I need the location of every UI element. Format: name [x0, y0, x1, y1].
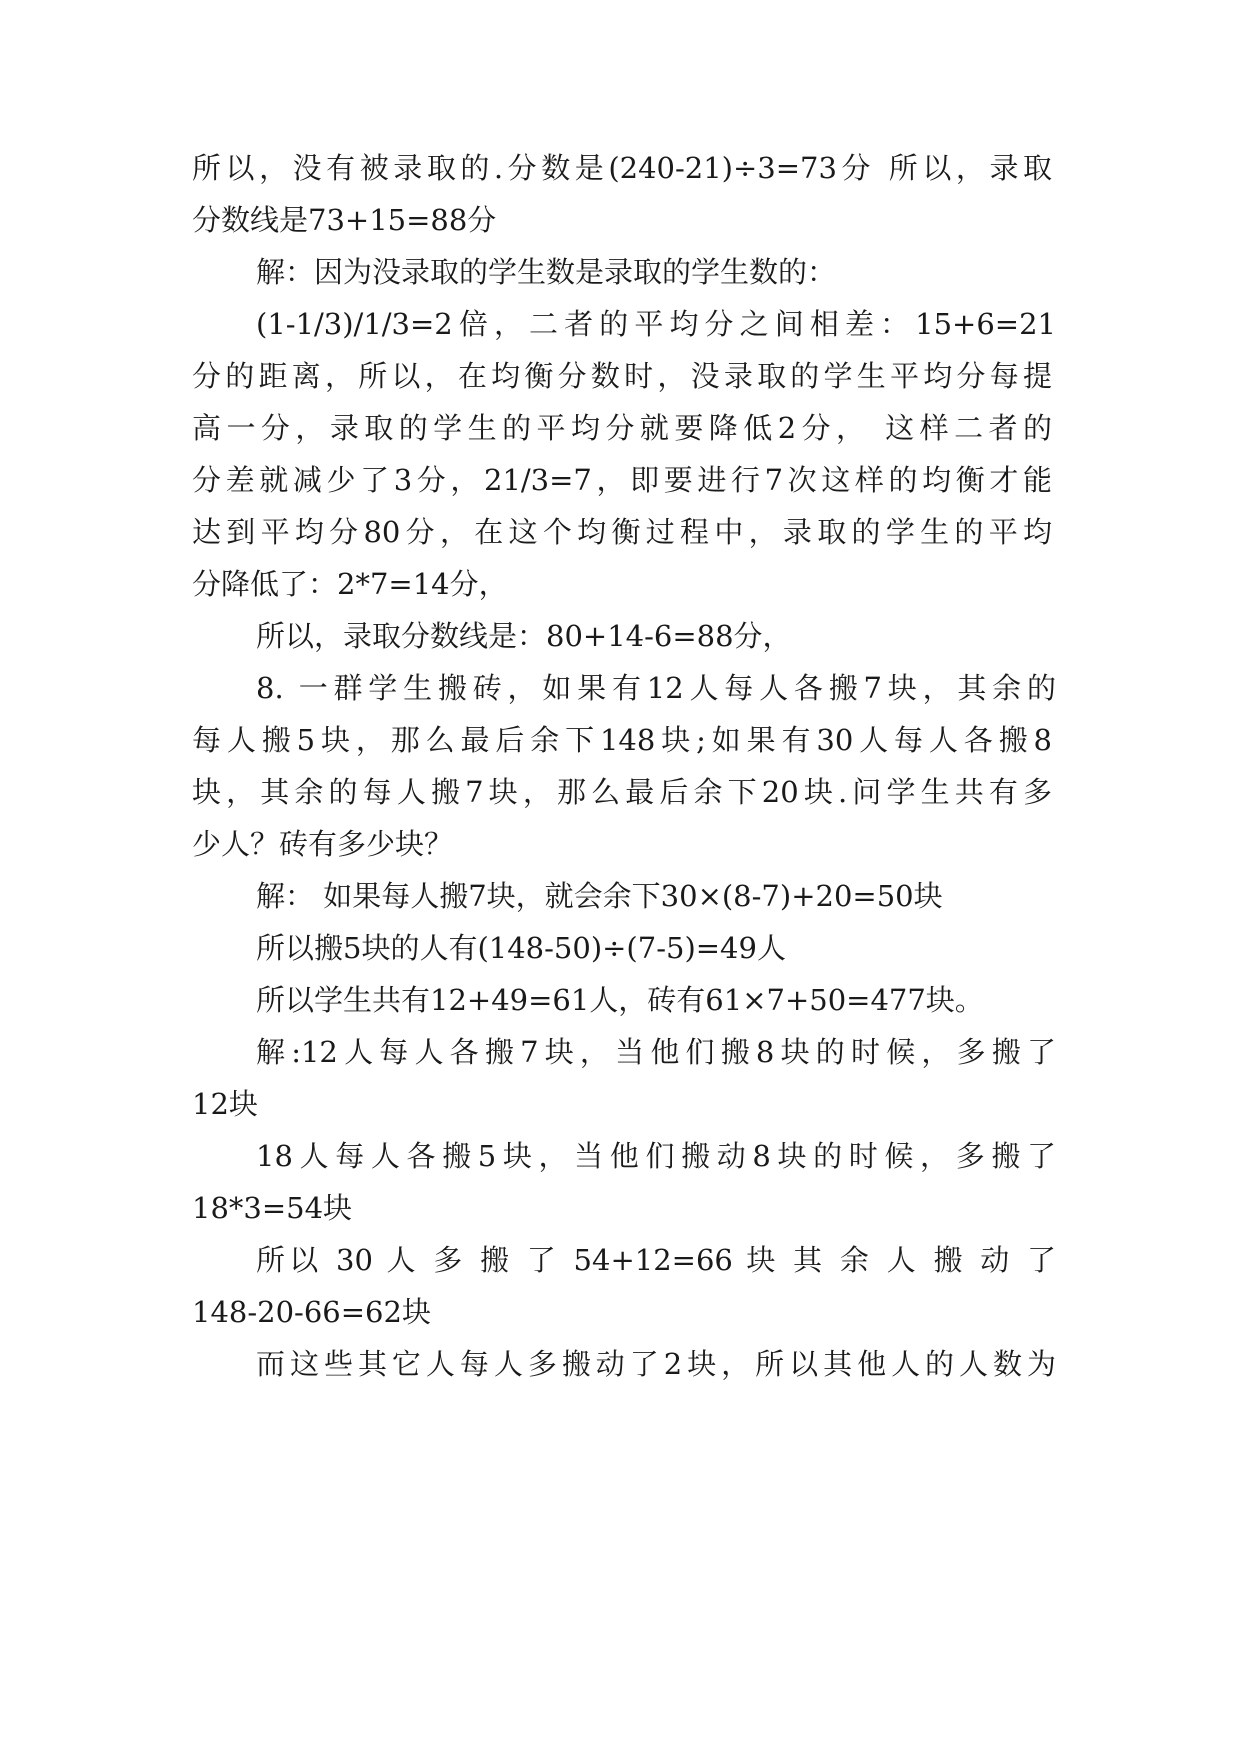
text-line: 解： 如果每人搬7块，就会余下30×(8-7)+20=50块 [256, 879, 943, 913]
text-line: 而这些其它人每人多搬动了2块，所以其他人的人数为 [256, 1347, 1056, 1381]
text-line: 解：因为没录取的学生数是录取的学生数的： [256, 255, 837, 289]
text-line: 达到平均分80分，在这个均衡过程中，录取的学生的平均 [192, 515, 1052, 549]
text-line: 分数线是73+15=88分 [192, 203, 497, 237]
text-line: 每人搬5块，那么最后余下148块;如果有30人每人各搬8 [192, 723, 1052, 757]
text-line: 所以，录取分数线是：80+14-6=88分， [256, 619, 792, 653]
text-line: 块，其余的每人搬7块，那么最后余下20块.问学生共有多 [192, 775, 1052, 809]
text-line: 解:12人每人各搬7块，当他们搬8块的时候，多搬了 [256, 1035, 1056, 1069]
text-line: 18*3=54块 [192, 1191, 353, 1225]
text-line: 18人每人各搬5块，当他们搬动8块的时候，多搬了 [256, 1139, 1056, 1173]
text-line: 分差就减少了3分，21/3=7，即要进行7次这样的均衡才能 [192, 463, 1052, 497]
text-line: 少人？砖有多少块？ [192, 827, 454, 861]
text-line: 所以，没有被录取的.分数是(240-21)÷3=73分 所以，录取 [192, 151, 1052, 185]
text-line: 8. 一群学生搬砖，如果有12人每人各搬7块，其余的 [256, 671, 1056, 705]
text-line: (1-1/3)/1/3=2倍，二者的平均分之间相差：15+6=21 [256, 307, 1056, 341]
text-line: 148-20-66=62块 [192, 1295, 431, 1329]
text-line: 分降低了：2*7=14分， [192, 567, 508, 601]
text-line: 所以 30 人 多 搬 了 54+12=66 块 其 余 人 搬 动 了 [256, 1243, 1056, 1277]
text-line: 所以搬5块的人有(148-50)÷(7-5)=49人 [256, 931, 786, 965]
text-line: 分的距离，所以，在均衡分数时，没录取的学生平均分每提 [192, 359, 1052, 393]
text-line: 12块 [192, 1087, 258, 1121]
text-line: 高一分，录取的学生的平均分就要降低2分， 这样二者的 [192, 411, 1052, 445]
text-line: 所以学生共有12+49=61人，砖有61×7+50=477块。 [256, 983, 984, 1017]
